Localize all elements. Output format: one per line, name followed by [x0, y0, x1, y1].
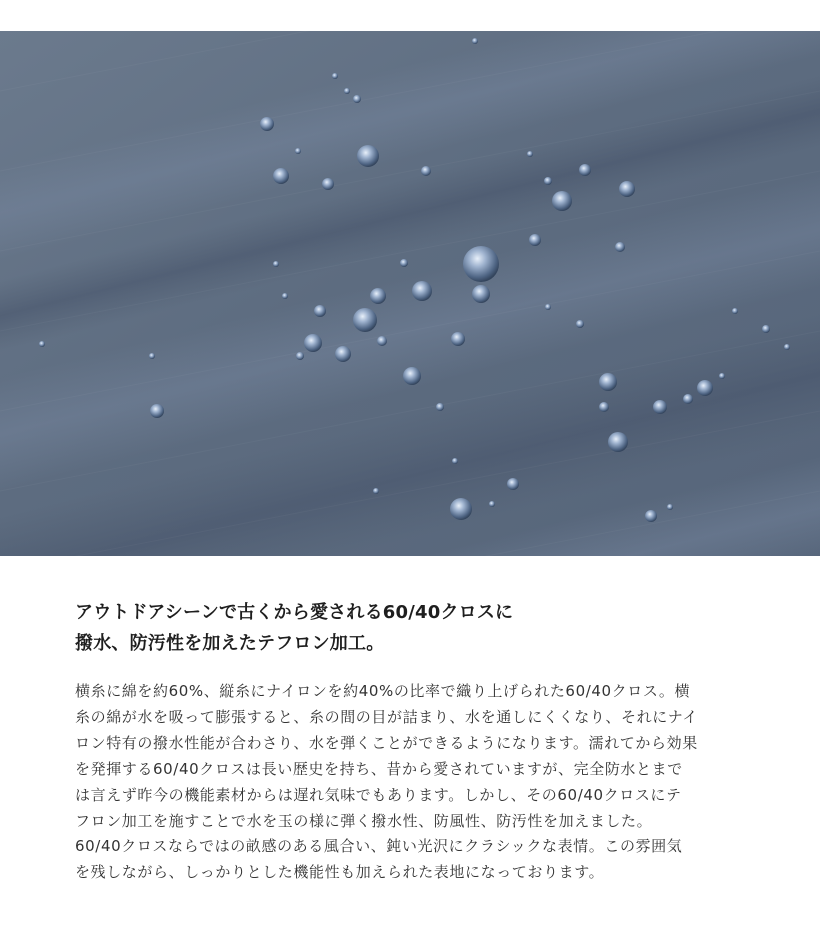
- heading-line-1: アウトドアシーンで古くから愛される60/40クロスに: [75, 602, 514, 623]
- heading-line-2: 撥水、防汚性を加えたテフロン加工。: [75, 633, 385, 654]
- paragraph-line: 60/40クロスならではの畝感のある風合い、鈍い光沢にクラシックな表情。この雰囲気: [75, 837, 683, 856]
- paragraph-line: ロン特有の撥水性能が合わさり、水を弾くことができるようになります。濡れてから効果: [75, 733, 698, 752]
- photo-graphic: [0, 31, 820, 556]
- section-heading: [75, 597, 775, 659]
- paragraph-line: 糸の綿が水を吸って膨張すると、糸の間の目が詰まり、水を通しにくくなり、それにナイ: [75, 707, 698, 726]
- paragraph-line: を残しながら、しっかりとした機能性も加えられた表地になっております。: [75, 863, 605, 882]
- paragraph-line: 横糸に綿を約60%、縦糸にナイロンを約40%の比率で織り上げられた60/40クロス。横: [75, 682, 691, 700]
- paragraph-line: を発揮する60/40クロスは長い歴史を持ち、昔から愛されていますが、完全防水とまで: [75, 759, 683, 778]
- fabric-water-droplets-photo: [0, 31, 820, 556]
- paragraph-line: フロン加工を施すことで水を玉の様に弾く撥水性、防風性、防汚性を加えました。: [75, 811, 653, 830]
- description-paragraph: [75, 679, 765, 886]
- paragraph-line: は言えず昨今の機能素材からは遅れ気味でもあります。しかし、その60/40クロスにテ: [75, 785, 682, 804]
